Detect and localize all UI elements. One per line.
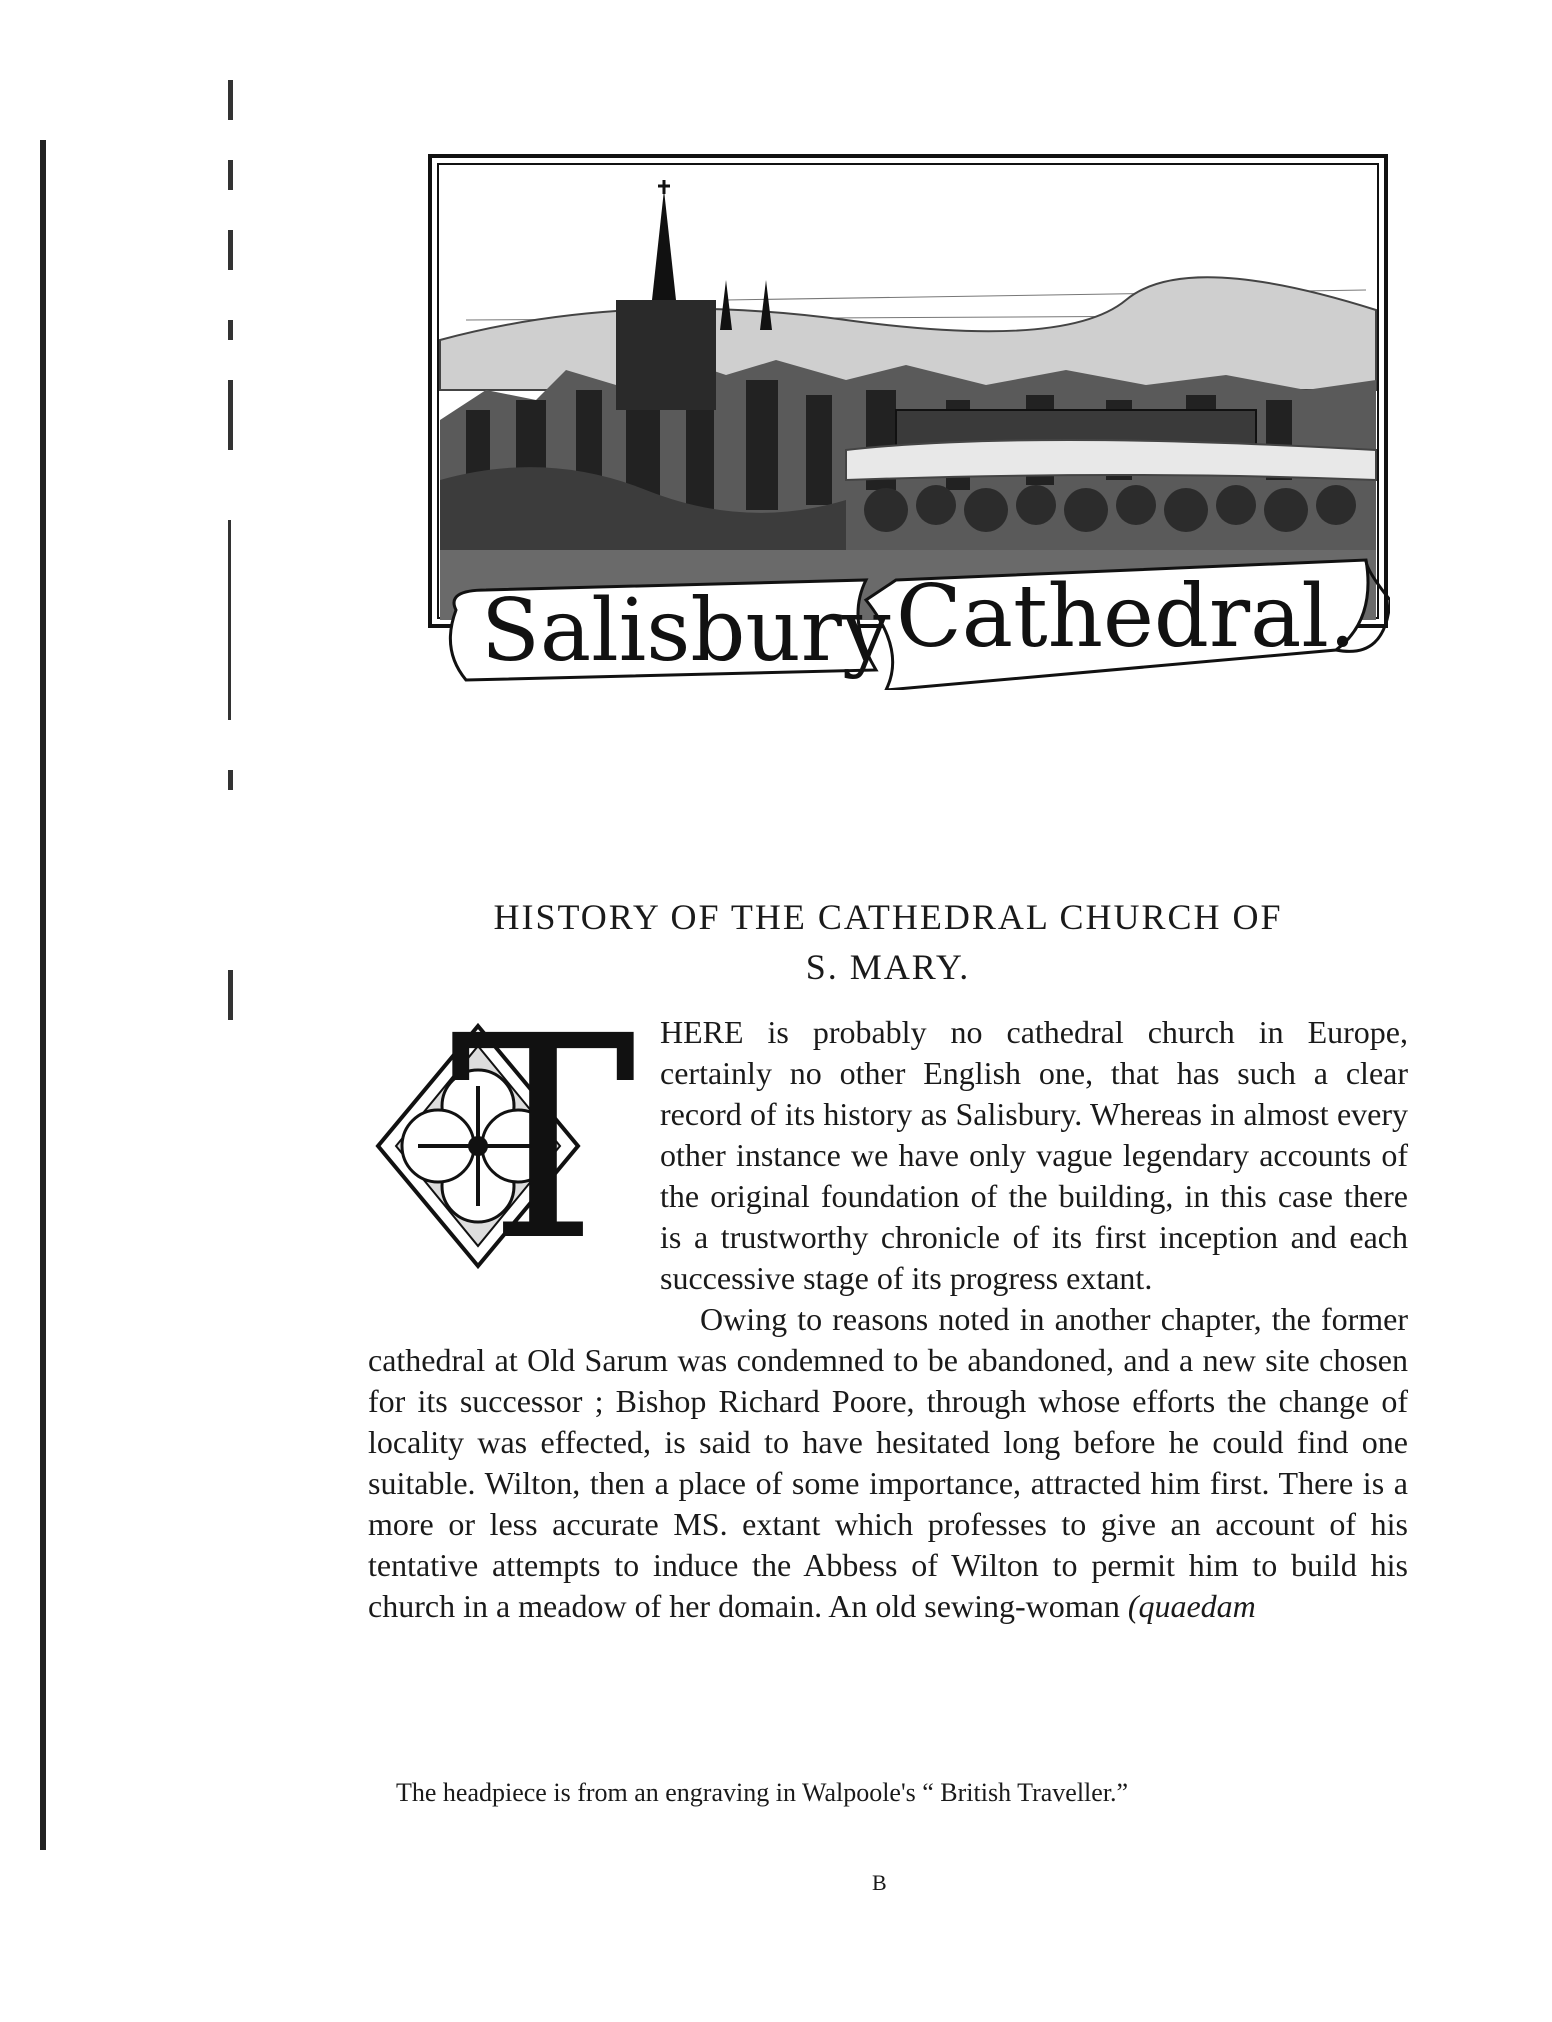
drop-cap-letter: T: [449, 1006, 637, 1303]
paragraph-2: [368, 1299, 1408, 1627]
headpiece-engraving: [426, 150, 1390, 690]
banner-word-2: Cathedral.: [896, 567, 1357, 667]
gutter-marks: [228, 50, 268, 1050]
chapter-heading-line1: HISTORY OF THE CATHEDRAL CHURCH OF: [493, 897, 1283, 938]
paragraph-2-text: Owing to reasons noted in another chapter, the former cathedral at Old Sarum was condemned to be abandoned, and a new site chosen for its successor ; Bishop Richard Poore, through whose efforts the change of locality was effected, is said to have hesitated long before he could find one suitable. Wilton, then a place of some importance, attracted him first. There is a more or less accurate MS. extant which professes to give an account of his tentative attempts to induce the Abbess of Wilton to permit him to build his church in a meadow of her domain. An old sewing-woman: [368, 1301, 1408, 1624]
banner-word-1: Salisbury: [481, 581, 891, 681]
body-text: [368, 1006, 1408, 1627]
chapter-heading: [368, 892, 1408, 992]
footnote: The headpiece is from an engraving in Walpoole's “ British Traveller.”: [396, 1778, 1129, 1807]
signature-mark: B: [872, 1870, 887, 1895]
chapter-heading-line2: S. MARY.: [805, 947, 971, 988]
drop-cap-ornament: [368, 1006, 638, 1312]
binding-edge: [40, 140, 46, 1850]
paragraph-1: HERE is probably no cathedral church in Europe, certainly no other English one, that has such a clear record of its history as Salisbury. Whereas in almost every other instance we have only vague legendary accounts of the original foundation of the building, in this case there is a trustworthy chronicle of its first inception and each successive stage of its progress extant.: [660, 1014, 1408, 1296]
paragraph-2-italic: (quaedam: [1127, 1588, 1256, 1624]
